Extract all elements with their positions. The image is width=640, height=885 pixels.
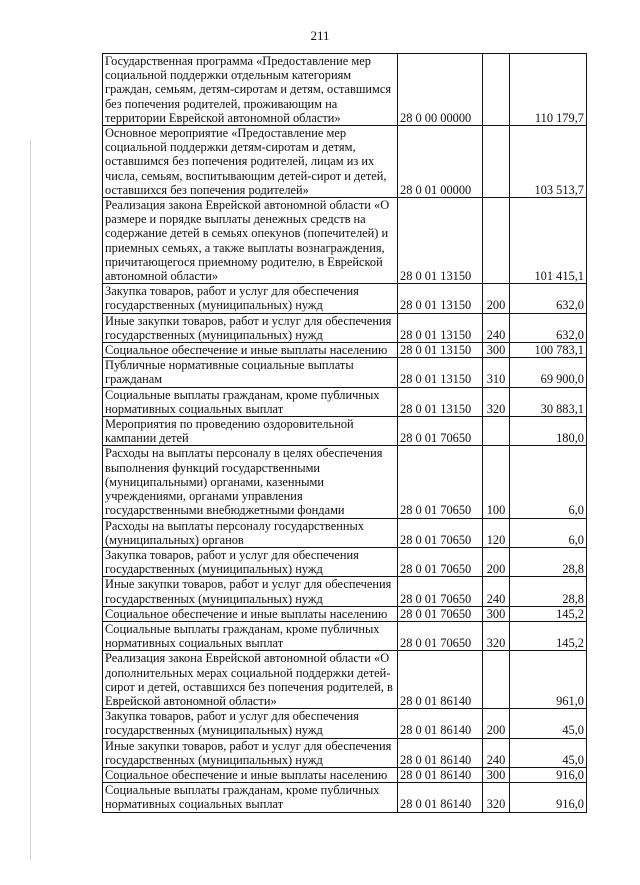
amount-cell: 916,0 <box>510 783 587 812</box>
table-row <box>103 417 587 446</box>
expense-type-cell: 240 <box>483 313 510 342</box>
target-article-cell: 28 0 01 86140 <box>398 709 483 738</box>
target-article-cell: 28 0 01 86140 <box>398 783 483 812</box>
expense-name-cell: Расходы на выплаты персоналу государственных (муниципальных) органов <box>103 518 398 547</box>
expense-type-cell: 320 <box>483 387 510 416</box>
table-row <box>103 198 587 284</box>
amount-cell: 145,2 <box>510 606 587 621</box>
table-row <box>103 518 587 547</box>
scan-margin-line <box>30 140 31 860</box>
table-row <box>103 738 587 767</box>
expense-name-cell: Иные закупки товаров, работ и услуг для обеспечения государственных (муниципальных) нужд <box>103 313 398 342</box>
amount-cell: 180,0 <box>510 417 587 446</box>
table-row <box>103 783 587 812</box>
expense-type-cell: 300 <box>483 343 510 358</box>
budget-table <box>102 53 587 813</box>
table-row <box>103 313 587 342</box>
amount-cell: 632,0 <box>510 284 587 313</box>
table-row <box>103 577 587 606</box>
amount-cell: 45,0 <box>510 738 587 767</box>
expense-type-cell: 100 <box>483 446 510 518</box>
expense-name-cell: Мероприятия по проведению оздоровительной кампании детей <box>103 417 398 446</box>
expense-name-cell: Социальные выплаты гражданам, кроме публичных нормативных социальных выплат <box>103 387 398 416</box>
target-article-cell: 28 0 00 00000 <box>398 54 483 126</box>
target-article-cell: 28 0 01 70650 <box>398 446 483 518</box>
expense-name-cell: Социальные выплаты гражданам, кроме публичных нормативных социальных выплат <box>103 621 398 650</box>
amount-cell: 28,8 <box>510 577 587 606</box>
expense-type-cell: 200 <box>483 284 510 313</box>
target-article-cell: 28 0 01 70650 <box>398 417 483 446</box>
table-row <box>103 547 587 576</box>
amount-cell: 69 900,0 <box>510 358 587 387</box>
expense-type-cell: 320 <box>483 783 510 812</box>
target-article-cell: 28 0 01 13150 <box>398 387 483 416</box>
expense-name-cell: Публичные нормативные социальные выплаты гражданам <box>103 358 398 387</box>
expense-type-cell: 240 <box>483 577 510 606</box>
table-row <box>103 54 587 126</box>
target-article-cell: 28 0 01 70650 <box>398 518 483 547</box>
table-row <box>103 767 587 782</box>
amount-cell: 6,0 <box>510 518 587 547</box>
target-article-cell: 28 0 01 13150 <box>398 284 483 313</box>
expense-type-cell: 310 <box>483 358 510 387</box>
amount-cell: 961,0 <box>510 651 587 709</box>
expense-type-cell <box>483 198 510 284</box>
target-article-cell: 28 0 01 13150 <box>398 343 483 358</box>
amount-cell: 110 179,7 <box>510 54 587 126</box>
budget-table-body <box>103 54 587 813</box>
table-row <box>103 343 587 358</box>
target-article-cell: 28 0 01 86140 <box>398 651 483 709</box>
expense-name-cell: Государственная программа «Предоставление мер социальной поддержки отдельным категориям граждан, семьям, детям-сиротам и детям, оставшимся без попечения родителей, проживающим на территории Еврейской автономной области» <box>103 54 398 126</box>
table-row <box>103 651 587 709</box>
expense-type-cell: 320 <box>483 621 510 650</box>
expense-type-cell <box>483 651 510 709</box>
target-article-cell: 28 0 01 70650 <box>398 577 483 606</box>
table-row <box>103 709 587 738</box>
table-row <box>103 358 587 387</box>
amount-cell: 45,0 <box>510 709 587 738</box>
expense-name-cell: Социальное обеспечение и иные выплаты населению <box>103 606 398 621</box>
expense-name-cell: Реализация закона Еврейской автономной области «О дополнительных мерах социальной поддержки детей-сирот и детей, оставшихся без попечения родителей, в Еврейской автономной области» <box>103 651 398 709</box>
amount-cell: 103 513,7 <box>510 126 587 198</box>
target-article-cell: 28 0 01 70650 <box>398 547 483 576</box>
expense-name-cell: Иные закупки товаров, работ и услуг для обеспечения государственных (муниципальных) нужд <box>103 738 398 767</box>
expense-type-cell: 300 <box>483 606 510 621</box>
table-row <box>103 621 587 650</box>
amount-cell: 145,2 <box>510 621 587 650</box>
amount-cell: 632,0 <box>510 313 587 342</box>
target-article-cell: 28 0 01 86140 <box>398 767 483 782</box>
expense-name-cell: Основное мероприятие «Предоставление мер социальной поддержки детям-сиротам и детям, оставшимся без попечения родителей, лицам из их числа, семьям, воспитывающим детей-сирот и детей, оставшихся без попечения родителей» <box>103 126 398 198</box>
page-number: 211 <box>310 28 330 43</box>
table-row <box>103 126 587 198</box>
amount-cell: 6,0 <box>510 446 587 518</box>
expense-type-cell: 300 <box>483 767 510 782</box>
target-article-cell: 28 0 01 13150 <box>398 358 483 387</box>
expense-type-cell <box>483 417 510 446</box>
expense-name-cell: Иные закупки товаров, работ и услуг для обеспечения государственных (муниципальных) нужд <box>103 577 398 606</box>
target-article-cell: 28 0 01 70650 <box>398 606 483 621</box>
amount-cell: 101 415,1 <box>510 198 587 284</box>
amount-cell: 916,0 <box>510 767 587 782</box>
expense-name-cell: Социальное обеспечение и иные выплаты населению <box>103 767 398 782</box>
target-article-cell: 28 0 01 00000 <box>398 126 483 198</box>
amount-cell: 28,8 <box>510 547 587 576</box>
expense-type-cell: 200 <box>483 709 510 738</box>
expense-name-cell: Социальные выплаты гражданам, кроме публичных нормативных социальных выплат <box>103 783 398 812</box>
expense-type-cell <box>483 126 510 198</box>
expense-name-cell: Закупка товаров, работ и услуг для обеспечения государственных (муниципальных) нужд <box>103 547 398 576</box>
expense-name-cell: Социальное обеспечение и иные выплаты населению <box>103 343 398 358</box>
target-article-cell: 28 0 01 86140 <box>398 738 483 767</box>
amount-cell: 30 883,1 <box>510 387 587 416</box>
expense-name-cell: Закупка товаров, работ и услуг для обеспечения государственных (муниципальных) нужд <box>103 284 398 313</box>
target-article-cell: 28 0 01 70650 <box>398 621 483 650</box>
amount-cell: 100 783,1 <box>510 343 587 358</box>
target-article-cell: 28 0 01 13150 <box>398 313 483 342</box>
expense-type-cell: 120 <box>483 518 510 547</box>
expense-type-cell <box>483 54 510 126</box>
expense-name-cell: Закупка товаров, работ и услуг для обеспечения государственных (муниципальных) нужд <box>103 709 398 738</box>
table-row <box>103 446 587 518</box>
expense-name-cell: Реализация закона Еврейской автономной области «О размере и порядке выплаты денежных средств на содержание детей в семьях опекунов (попечителей) и приемных семьях, а также выплаты вознаграждения, причитающегося приемному родителю, в Еврейской автономной области» <box>103 198 398 284</box>
expense-type-cell: 240 <box>483 738 510 767</box>
table-row <box>103 606 587 621</box>
table-row <box>103 387 587 416</box>
table-row <box>103 284 587 313</box>
expense-type-cell: 200 <box>483 547 510 576</box>
expense-name-cell: Расходы на выплаты персоналу в целях обеспечения выполнения функций государственными (муниципальными) органами, казенными учреждениями, органами управления государственными внебюджетными фондами <box>103 446 398 518</box>
target-article-cell: 28 0 01 13150 <box>398 198 483 284</box>
